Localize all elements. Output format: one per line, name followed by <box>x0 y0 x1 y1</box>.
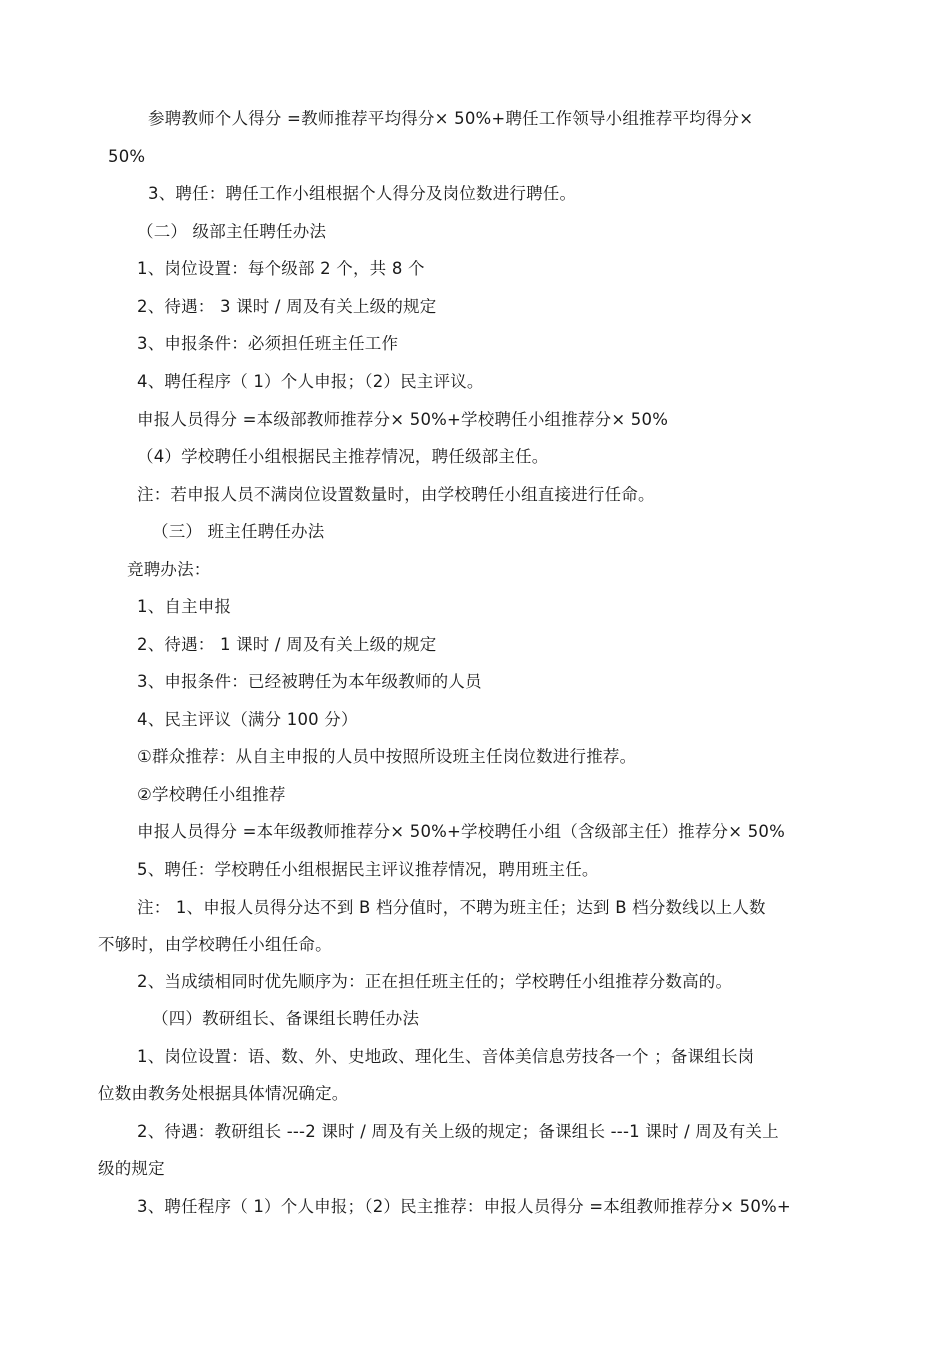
text-line-29: 级的规定 <box>98 1159 165 1178</box>
text-line-23: 不够时，由学校聘任小组任命。 <box>98 935 332 954</box>
text-line-9: 申报人员得分 =本级部教师推荐分× 50%+学校聘任小组推荐分× 50% <box>137 410 669 429</box>
text-line-17: 4、民主评议（满分 100 分） <box>137 710 358 729</box>
text-line-13: 竞聘办法： <box>127 560 211 579</box>
text-line-27: 位数由教务处根据具体情况确定。 <box>98 1084 349 1103</box>
text-line-20: 申报人员得分 =本年级教师推荐分× 50%+学校聘任小组（含级部主任）推荐分× 50% <box>137 822 785 841</box>
text-line-10: （4）学校聘任小组根据民主推荐情况，聘任级部主任。 <box>137 447 549 466</box>
text-line-2: 50% <box>108 147 146 166</box>
text-line-3: 3、聘任：聘任工作小组根据个人得分及岗位数进行聘任。 <box>148 184 577 203</box>
text-line-26: 1、岗位设置：语、数、外、史地政、理化生、音体美信息劳技各一个 ；备课组长岗 <box>137 1047 755 1066</box>
text-line-6: 2、待遇： 3 课时 / 周及有关上级的规定 <box>137 297 437 316</box>
text-line-14: 1、自主申报 <box>137 597 232 616</box>
text-line-22: 注： 1、申报人员得分达不到 B 档分值时，不聘为班主任；达到 B 档分数线以上人数 <box>137 898 766 917</box>
text-line-21: 5、聘任：学校聘任小组根据民主评议推荐情况，聘用班主任。 <box>137 860 599 879</box>
text-line-7: 3、申报条件：必须担任班主任工作 <box>137 334 399 353</box>
section-heading-4: （四）教研组长、备课组长聘任办法 <box>152 1009 420 1028</box>
text-line-19: ②学校聘任小组推荐 <box>137 785 286 804</box>
text-line-28: 2、待遇：教研组长 ---2 课时 / 周及有关上级的规定；备课组长 ---1 课时 / 周及有关上 <box>137 1122 779 1141</box>
text-line-8: 4、聘任程序（ 1）个人申报；（2）民主评议。 <box>137 372 484 391</box>
text-line-5: 1、岗位设置：每个级部 2 个，共 8 个 <box>137 259 425 278</box>
section-heading-2: （二） 级部主任聘任办法 <box>137 222 327 241</box>
text-line-1: 参聘教师个人得分 =教师推荐平均得分× 50%+聘任工作领导小组推荐平均得分× <box>148 109 754 128</box>
text-line-18: ①群众推荐：从自主申报的人员中按照所设班主任岗位数进行推荐。 <box>137 747 637 766</box>
text-line-24: 2、当成绩相同时优先顺序为：正在担任班主任的；学校聘任小组推荐分数高的。 <box>137 972 733 991</box>
text-line-30: 3、聘任程序（ 1）个人申报；（2）民主推荐：申报人员得分 =本组教师推荐分× 50%+ <box>137 1197 791 1216</box>
text-line-15: 2、待遇： 1 课时 / 周及有关上级的规定 <box>137 635 437 654</box>
section-heading-3: （三） 班主任聘任办法 <box>152 522 325 541</box>
text-line-16: 3、申报条件：已经被聘任为本年级教师的人员 <box>137 672 482 691</box>
text-line-11: 注：若申报人员不满岗位设置数量时，由学校聘任小组直接进行任命。 <box>137 485 655 504</box>
